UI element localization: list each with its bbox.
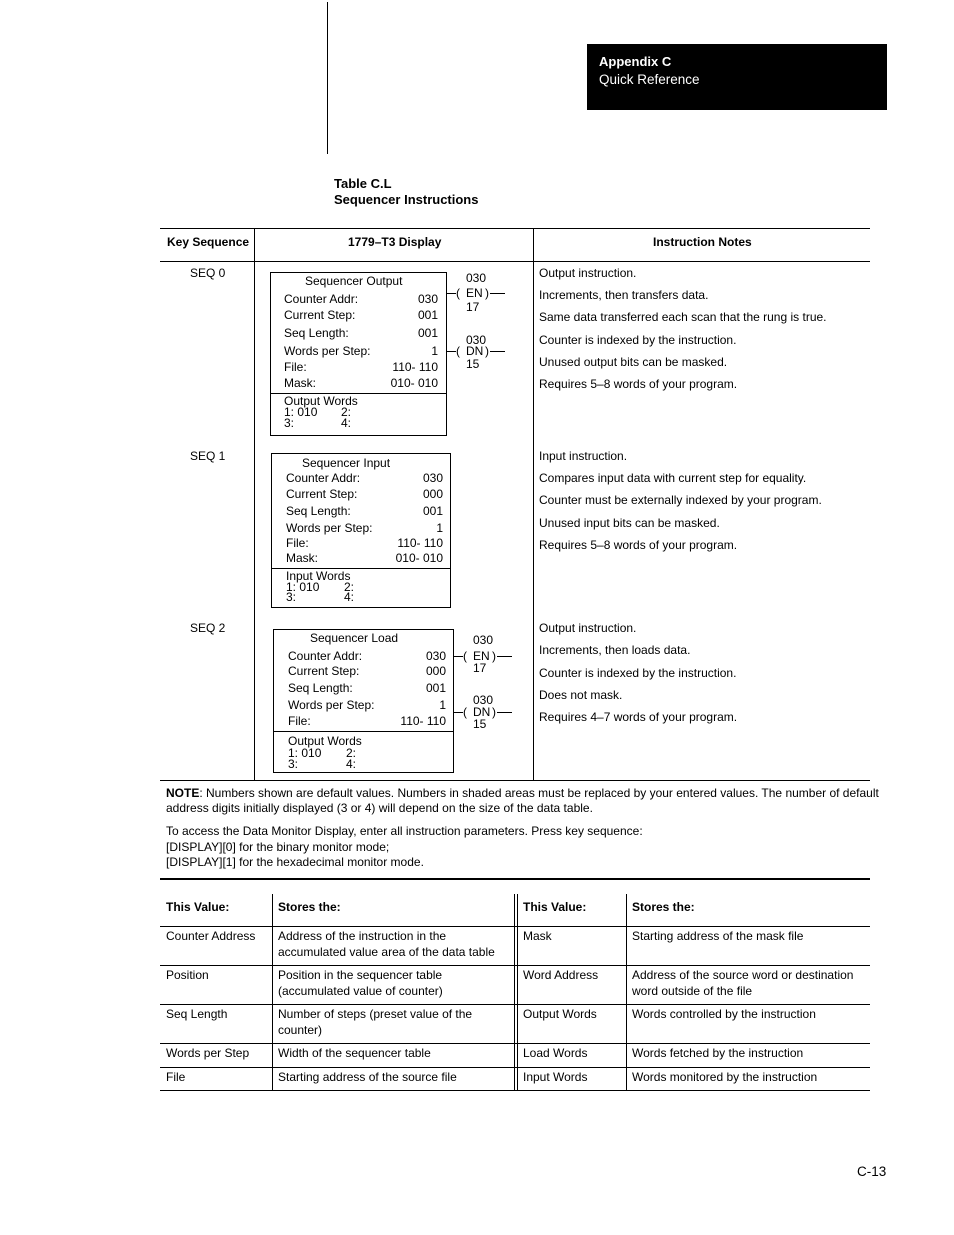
word-4: 4: xyxy=(344,590,355,604)
field-label: Mask: xyxy=(286,551,319,565)
access-paragraph xyxy=(166,824,643,871)
note-line: Counter is indexed by the instruction. xyxy=(539,333,737,347)
key-seq1: SEQ 1 xyxy=(190,449,226,463)
key-seq2: SEQ 2 xyxy=(190,621,226,635)
field-label: Current Step: xyxy=(286,487,358,501)
field-label: Seq Length: xyxy=(288,681,353,695)
rung-wire xyxy=(446,293,456,294)
field-value: 001 xyxy=(422,504,443,518)
coil-name: EN xyxy=(473,649,490,663)
word-2: 2: xyxy=(346,746,357,760)
note-line: Input instruction. xyxy=(539,449,628,463)
ref-cell: Words monitored by the instruction xyxy=(632,1070,818,1084)
coil-right-paren: ) xyxy=(485,344,489,358)
field-label: Words per Step: xyxy=(288,698,375,712)
field-label: Seq Length: xyxy=(284,326,349,340)
field-label: Counter Addr: xyxy=(286,471,361,485)
word-3: 3: xyxy=(286,590,297,604)
ref-col-divider xyxy=(517,894,518,1090)
col-divider-2 xyxy=(533,228,534,780)
ref-cell: Counter Address xyxy=(166,929,256,943)
ref-cell: Mask xyxy=(523,929,552,943)
note-line: Compares input data with current step for equality. xyxy=(539,471,807,485)
coil-address: 030 xyxy=(466,333,487,347)
words-title: Output Words xyxy=(288,734,362,748)
table-top-rule xyxy=(160,228,870,229)
ref-row-rule xyxy=(160,926,870,927)
field-value: 030 xyxy=(417,292,438,306)
word-1: 1: 010 xyxy=(284,405,318,419)
rung-wire xyxy=(453,712,463,713)
ref-cell: Address of the instruction in the accumulated value area of the data table xyxy=(278,929,495,959)
coil-left-paren: ( xyxy=(463,705,467,719)
ref-cell: Words per Step xyxy=(166,1046,250,1060)
word-4: 4: xyxy=(341,416,352,430)
ref-col-divider xyxy=(514,894,515,1090)
note-line: Unused input bits can be masked. xyxy=(539,516,720,530)
field-label: Counter Addr: xyxy=(288,649,363,663)
field-value: 000 xyxy=(425,664,446,678)
ref-row-rule xyxy=(160,1043,870,1044)
field-value: 000 xyxy=(422,487,443,501)
chapter-header xyxy=(587,44,887,110)
word-2: 2: xyxy=(341,405,352,419)
coil-address: 030 xyxy=(466,271,487,285)
coil-right-paren: ) xyxy=(492,705,496,719)
access-line-1: To access the Data Monitor Display, enter all instruction parameters. Press key sequence: xyxy=(166,824,643,838)
field-label: Current Step: xyxy=(288,664,360,678)
field-value: 010- 010 xyxy=(390,376,438,390)
ref-col-divider xyxy=(272,894,273,1090)
appendix-subtitle: Quick Reference xyxy=(599,72,700,87)
field-value: 110- 110 xyxy=(400,714,446,728)
ref-row-rule xyxy=(160,1067,870,1068)
page-number: C-13 xyxy=(857,1164,887,1179)
ref-header-value-1: This Value: xyxy=(166,900,230,914)
ref-cell: Words controlled by the instruction xyxy=(632,1007,816,1021)
field-label: Seq Length: xyxy=(286,504,351,518)
field-value: 030 xyxy=(425,649,446,663)
note-line: Output instruction. xyxy=(539,621,637,635)
ref-cell: Load Words xyxy=(523,1046,588,1060)
field-value: 1 xyxy=(431,344,438,358)
coil-right-paren: ) xyxy=(492,649,496,663)
ref-row-rule xyxy=(160,965,870,966)
ref-cell: Word Address xyxy=(523,968,599,982)
note-line: Requires 5–8 words of your program. xyxy=(539,538,738,552)
box-title: Sequencer Input xyxy=(302,456,391,470)
word-1: 1: 010 xyxy=(286,580,320,594)
field-label: Mask: xyxy=(284,376,317,390)
input-words-area xyxy=(272,568,450,607)
output-words-area xyxy=(271,393,446,435)
coil-bit: 15 xyxy=(466,357,480,371)
field-label: Words per Step: xyxy=(286,521,373,535)
table-bottom-rule xyxy=(160,780,870,781)
notes-seq1 xyxy=(539,449,822,560)
note-line: Counter is indexed by the instruction. xyxy=(539,666,737,680)
col-divider-1 xyxy=(254,228,255,780)
field-value: 110- 110 xyxy=(392,360,438,374)
ref-cell: Seq Length xyxy=(166,1007,228,1021)
note-text: : Numbers shown are default values. Numbers in shaded areas must be replaced by your entered values. The number of default xyxy=(199,786,879,800)
coil-left-paren: ( xyxy=(456,344,460,358)
ref-header-stores-2: Stores the: xyxy=(632,900,695,914)
ref-cell: Address of the source word or destination word outside of the file xyxy=(632,968,854,998)
ref-cell: Width of the sequencer table xyxy=(278,1046,431,1060)
note-label: NOTE xyxy=(166,786,200,800)
note-line: Does not mask. xyxy=(539,688,623,702)
access-line-3: [DISPLAY][1] for the hexadecimal monitor mode. xyxy=(166,855,424,869)
ref-cell: Words fetched by the instruction xyxy=(632,1046,804,1060)
words-title: Input Words xyxy=(286,569,351,583)
appendix-label: Appendix C xyxy=(599,54,672,69)
word-3: 3: xyxy=(288,757,299,771)
col-head-key: Key Sequence xyxy=(167,235,250,249)
note-line: Increments, then transfers data. xyxy=(539,288,709,302)
note-line: Requires 5–8 words of your program. xyxy=(539,377,738,391)
field-value: 001 xyxy=(417,308,438,322)
rung-wire xyxy=(453,656,463,657)
ref-cell: Starting address of the mask file xyxy=(632,929,804,943)
table-id: Table C.L xyxy=(334,176,392,191)
note-line: Same data transferred each scan that the rung is true. xyxy=(539,310,827,324)
word-1: 1: 010 xyxy=(288,746,322,760)
ref-cell: Position in the sequencer table (accumulated value of counter) xyxy=(278,968,443,998)
key-seq0: SEQ 0 xyxy=(190,266,226,280)
coil-name: DN xyxy=(466,344,484,358)
coil-left-paren: ( xyxy=(456,286,460,300)
ref-cell: File xyxy=(166,1070,186,1084)
ref-header-value-2: This Value: xyxy=(523,900,587,914)
coil-bit: 17 xyxy=(473,661,487,675)
ref-col-divider xyxy=(626,894,627,1090)
ref-table-bottom-rule xyxy=(160,1090,870,1091)
coil-address: 030 xyxy=(473,633,494,647)
rung-wire xyxy=(497,656,512,657)
field-value: 001 xyxy=(417,326,438,340)
note-line: Unused output bits can be masked. xyxy=(539,355,728,369)
ref-cell: Starting address of the source file xyxy=(278,1070,457,1084)
field-value: 010- 010 xyxy=(395,551,443,565)
sequencer-output-box xyxy=(270,272,447,436)
rung-wire xyxy=(497,712,512,713)
words-title: Output Words xyxy=(284,394,358,408)
ref-cell: Output Words xyxy=(523,1007,597,1021)
field-label: File: xyxy=(284,360,307,374)
rung-wire xyxy=(446,351,456,352)
field-label: Current Step: xyxy=(284,308,356,322)
output-words-area xyxy=(274,731,453,772)
binding-rule xyxy=(327,2,328,154)
ref-cell: Input Words xyxy=(523,1070,588,1084)
coil-left-paren: ( xyxy=(463,649,467,663)
coil-address: 030 xyxy=(473,693,494,707)
word-4: 4: xyxy=(346,757,357,771)
table-header-rule xyxy=(160,261,870,262)
coil-name: DN xyxy=(473,705,491,719)
coil-right-paren: ) xyxy=(485,286,489,300)
access-line-2: [DISPLAY][0] for the binary monitor mode; xyxy=(166,839,390,854)
word-3: 3: xyxy=(284,416,295,430)
coil-bit: 15 xyxy=(473,717,487,731)
notes-seq2 xyxy=(539,621,737,732)
note-paragraph xyxy=(166,786,879,816)
table-title: Sequencer Instructions xyxy=(334,192,479,207)
ref-cell: Number of steps (preset value of the counter) xyxy=(278,1007,473,1037)
field-value: 001 xyxy=(425,681,446,695)
coil-name: EN xyxy=(466,286,483,300)
col-head-notes: Instruction Notes xyxy=(653,235,752,249)
field-value: 1 xyxy=(436,521,443,535)
rung-wire xyxy=(490,293,505,294)
ref-header-stores-1: Stores the: xyxy=(278,900,341,914)
sequencer-load-box xyxy=(273,629,454,773)
box-title: Sequencer Load xyxy=(310,631,399,645)
coil-bit: 17 xyxy=(466,300,480,314)
note-line: Output instruction. xyxy=(539,266,637,280)
box-title: Sequencer Output xyxy=(305,274,403,288)
note-text-2: address digits initially displayed (3 or 4) will depend on the size of the data table. xyxy=(166,801,593,815)
note-line: Requires 4–7 words of your program. xyxy=(539,710,738,724)
notes-seq0 xyxy=(539,266,827,399)
col-head-display: 1779–T3 Display xyxy=(348,235,442,249)
field-value: 110- 110 xyxy=(397,536,443,550)
rung-wire xyxy=(490,351,505,352)
field-value: 030 xyxy=(422,471,443,485)
field-label: Counter Addr: xyxy=(284,292,359,306)
ref-cell: Position xyxy=(166,968,209,982)
field-label: Words per Step: xyxy=(284,344,371,358)
field-label: File: xyxy=(288,714,311,728)
field-label: File: xyxy=(286,536,309,550)
note-line: Increments, then loads data. xyxy=(539,643,691,657)
ref-row-rule xyxy=(160,1004,870,1005)
sequencer-input-box xyxy=(271,453,451,608)
note-line: Counter must be externally indexed by your program. xyxy=(539,493,822,507)
word-2: 2: xyxy=(344,580,355,594)
ref-table-top-rule xyxy=(160,878,870,880)
field-value: 1 xyxy=(439,698,446,712)
